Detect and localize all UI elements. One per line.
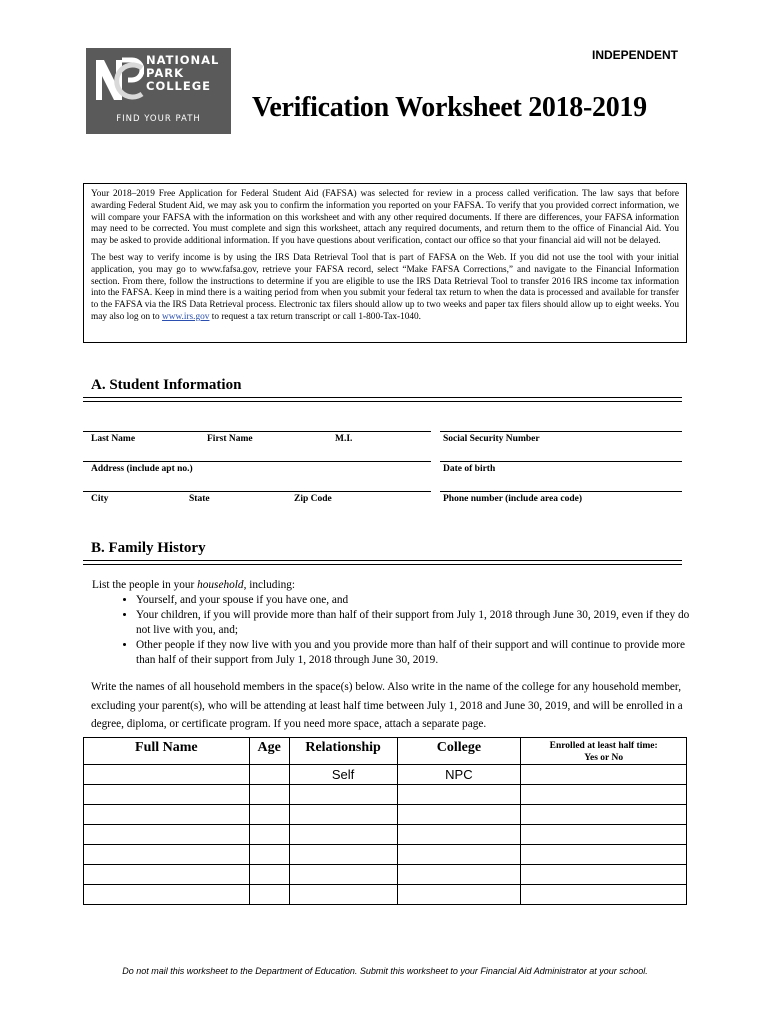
table-row	[84, 845, 687, 865]
dependency-status-label: INDEPENDENT	[591, 48, 678, 62]
enrolled-cell[interactable]	[521, 765, 687, 785]
name-cell[interactable]	[84, 865, 250, 885]
ssn-line[interactable]	[440, 431, 682, 432]
first-name-label: First Name	[207, 434, 253, 444]
intro-paragraph-2-text: The best way to verify income is by using the IRS Data Retrieval Tool that is part of FAFSA on the Web. If you did not use the tool with your initial application, you may go to www.fafsa.gov, retrieve your FAFSA record, select “Make FAFSA Corrections,” and navigate to the Financial Information section. From there, follow the instructions to determine if you are eligible to use the IRS Data Retrieval Tool to transfer 2016 IRS income tax information into the FAFSA. Keep in mind there is a waiting period from when you submit your federal tax return to when the data is processed and available for transfer to the FAFSA via the IRS Data Retrieval process. Electronic tax filers should allow up to two weeks and paper tax filers should allow up to eight weeks. You may also log on to	[91, 252, 679, 322]
college-cell[interactable]	[397, 825, 521, 845]
household-table	[83, 737, 687, 905]
footer-note: Do not mail this worksheet to the Department of Education. Submit this worksheet to your Financial Aid Administrator at your school.	[122, 966, 648, 976]
college-cell[interactable]: NPC	[397, 765, 521, 785]
state-label: State	[189, 494, 210, 504]
enrolled-cell[interactable]	[521, 885, 687, 905]
relationship-cell[interactable]	[289, 845, 397, 865]
intro-paragraph-2	[91, 253, 679, 324]
dob-label: Date of birth	[443, 464, 496, 474]
household-list	[92, 578, 692, 668]
table-row	[84, 865, 687, 885]
age-cell[interactable]	[249, 845, 289, 865]
table-row	[84, 885, 687, 905]
intro-paragraph-1: Your 2018–2019 Free Application for Federal Student Aid (FAFSA) was selected for review in a process called verification. The law says that before awarding Federal Student Aid, we may ask you to confirm the information you reported on your FAFSA. To verify that you provided correct information, we will compare your FAFSA with the information on this worksheet and with any other required documents. If there are differences, your FAFSA information may need to be corrected. You must complete and sign this worksheet, attach any required documents, and return them to the office of Financial Aid. You may be asked to provide additional information. If you have questions about verification, contact our office so that your financial aid will not be delayed.	[91, 189, 679, 247]
household-bullet: • Yourself, and your spouse if you have one, and	[136, 593, 692, 608]
age-header: Age	[249, 738, 289, 765]
college-cell[interactable]	[397, 845, 521, 865]
relationship-cell[interactable]	[289, 885, 397, 905]
enrolled-cell[interactable]	[521, 845, 687, 865]
section-b-heading: B. Family History	[91, 540, 206, 556]
intro-paragraph-2-tail: to request a tax return transcript or call 1-800-Tax-1040.	[209, 311, 422, 322]
enrolled-header-line1: Enrolled at least half time:	[549, 741, 658, 751]
household-intro-tail: , including:	[243, 579, 296, 591]
address-label: Address (include apt no.)	[91, 464, 193, 474]
name-cell[interactable]	[84, 825, 250, 845]
section-a-rule	[83, 397, 682, 402]
ssn-label: Social Security Number	[443, 434, 540, 444]
college-logo	[86, 48, 231, 134]
enrolled-header-line2: Yes or No	[584, 753, 624, 763]
enrolled-cell[interactable]	[521, 825, 687, 845]
section-a-heading: A. Student Information	[91, 377, 242, 393]
logo-wordmark: NATIONAL PARK COLLEGE	[146, 53, 220, 93]
mi-label: M.I.	[335, 434, 353, 444]
age-cell[interactable]	[249, 785, 289, 805]
age-cell[interactable]	[249, 885, 289, 905]
city-line[interactable]	[83, 491, 431, 492]
household-term: household	[197, 579, 244, 591]
enrolled-cell[interactable]	[521, 805, 687, 825]
name-cell[interactable]	[84, 845, 250, 865]
household-bullet: • Other people if they now live with you and you provide more than half of their support and will continue to provide more than half of their support from July 1, 2018 through June 30, 2019.	[136, 638, 692, 668]
phone-line[interactable]	[440, 491, 682, 492]
relationship-cell[interactable]: Self	[289, 765, 397, 785]
age-cell[interactable]	[249, 805, 289, 825]
table-row	[84, 785, 687, 805]
relationship-cell[interactable]	[289, 865, 397, 885]
irs-link[interactable]: www.irs.gov	[162, 311, 210, 322]
age-cell[interactable]	[249, 865, 289, 885]
college-cell[interactable]	[397, 785, 521, 805]
household-intro-text: List the people in your	[92, 579, 198, 591]
logo-tagline: FIND YOUR PATH	[116, 114, 201, 124]
section-b-rule	[83, 560, 682, 565]
page-title: Verification Worksheet 2018-2019	[252, 92, 647, 123]
enrolled-header	[521, 738, 687, 765]
full-name-header: Full Name	[84, 738, 250, 765]
intro-box	[83, 183, 687, 343]
name-line[interactable]	[83, 431, 431, 432]
table-row	[84, 805, 687, 825]
name-cell[interactable]	[84, 785, 250, 805]
college-header: College	[397, 738, 521, 765]
relationship-cell[interactable]	[289, 825, 397, 845]
address-line[interactable]	[83, 461, 431, 462]
enrolled-cell[interactable]	[521, 865, 687, 885]
npc-monogram-icon	[92, 54, 144, 106]
age-cell[interactable]	[249, 825, 289, 845]
household-bullet: • Your children, if you will provide more than half of their support from July 1, 2018 through June 30, 2019, even if they do not live with you, and;	[136, 608, 692, 638]
college-cell[interactable]	[397, 805, 521, 825]
table-row	[84, 825, 687, 845]
enrolled-cell[interactable]	[521, 785, 687, 805]
name-cell[interactable]	[84, 885, 250, 905]
household-intro	[92, 578, 692, 593]
zip-label: Zip Code	[294, 494, 332, 504]
phone-label: Phone number (include area code)	[443, 494, 582, 504]
name-cell[interactable]	[84, 805, 250, 825]
age-cell[interactable]	[249, 765, 289, 785]
table-row	[84, 765, 687, 785]
college-cell[interactable]	[397, 885, 521, 905]
name-cell[interactable]	[84, 765, 250, 785]
household-table-header	[84, 738, 687, 765]
college-cell[interactable]	[397, 865, 521, 885]
last-name-label: Last Name	[91, 434, 136, 444]
city-label: City	[91, 494, 109, 504]
relationship-header: Relationship	[289, 738, 397, 765]
dob-line[interactable]	[440, 461, 682, 462]
relationship-cell[interactable]	[289, 785, 397, 805]
household-instructions: Write the names of all household members in the space(s) below. Also write in the name of the college for any household member, excluding your parent(s), who will be attending at least half time between July 1, 2018 and June 30, 2019, and will be enrolled in a degree, diploma, or certificate program. If you need more space, attach a separate page.	[91, 681, 683, 730]
relationship-cell[interactable]	[289, 805, 397, 825]
